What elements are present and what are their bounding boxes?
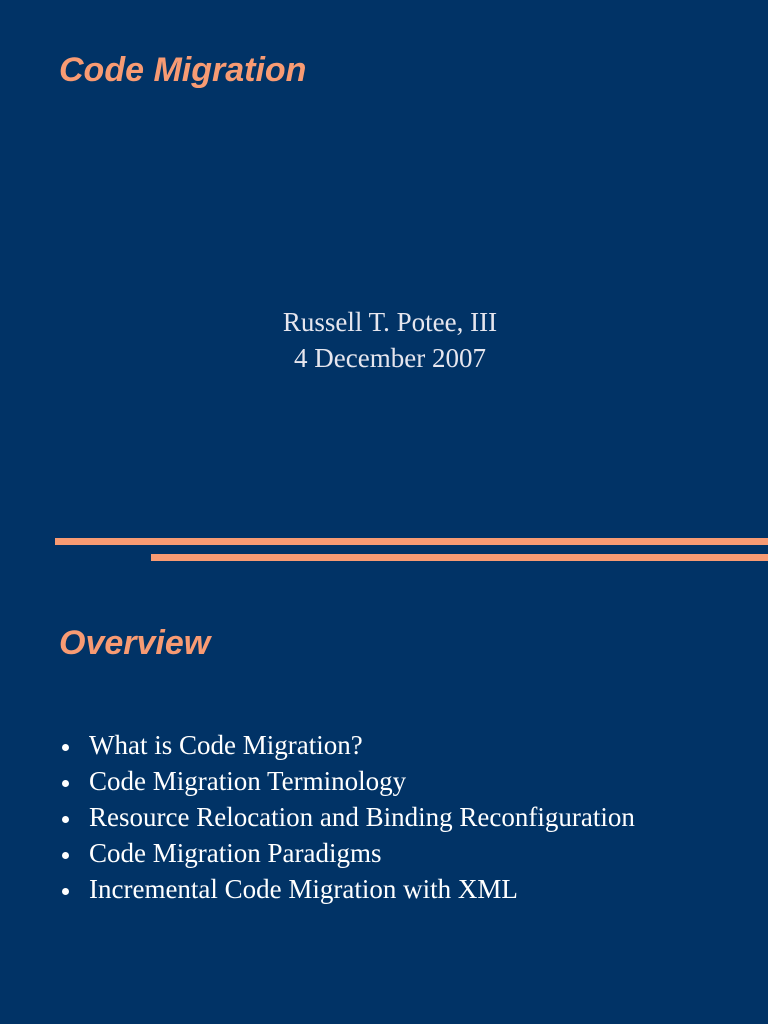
list-item — [62, 871, 635, 907]
bullet-icon — [62, 888, 69, 895]
bullet-text: Resource Relocation and Binding Reconfiguration — [89, 802, 635, 832]
author-name: Russell T. Potee, III — [282, 307, 498, 337]
list-item — [62, 763, 635, 799]
bullet-text: Code Migration Terminology — [89, 766, 407, 796]
bullet-icon — [62, 816, 69, 823]
author-block — [0, 304, 768, 376]
list-item — [62, 727, 635, 763]
bullet-text: Incremental Code Migration with XML — [89, 874, 518, 904]
bullet-icon — [62, 852, 69, 859]
divider-rule-top — [55, 538, 768, 545]
slide-title: Code Migration — [59, 51, 307, 89]
presentation-date: 4 December 2007 — [294, 343, 486, 373]
overview-bullet-list — [62, 727, 635, 907]
list-item — [62, 835, 635, 871]
bullet-icon — [62, 780, 69, 787]
divider-rule-bottom — [151, 554, 768, 561]
list-item — [62, 799, 635, 835]
bullet-icon — [62, 744, 69, 751]
bullet-text: What is Code Migration? — [89, 730, 363, 760]
overview-title: Overview — [59, 624, 211, 662]
bullet-text: Code Migration Paradigms — [89, 838, 382, 868]
